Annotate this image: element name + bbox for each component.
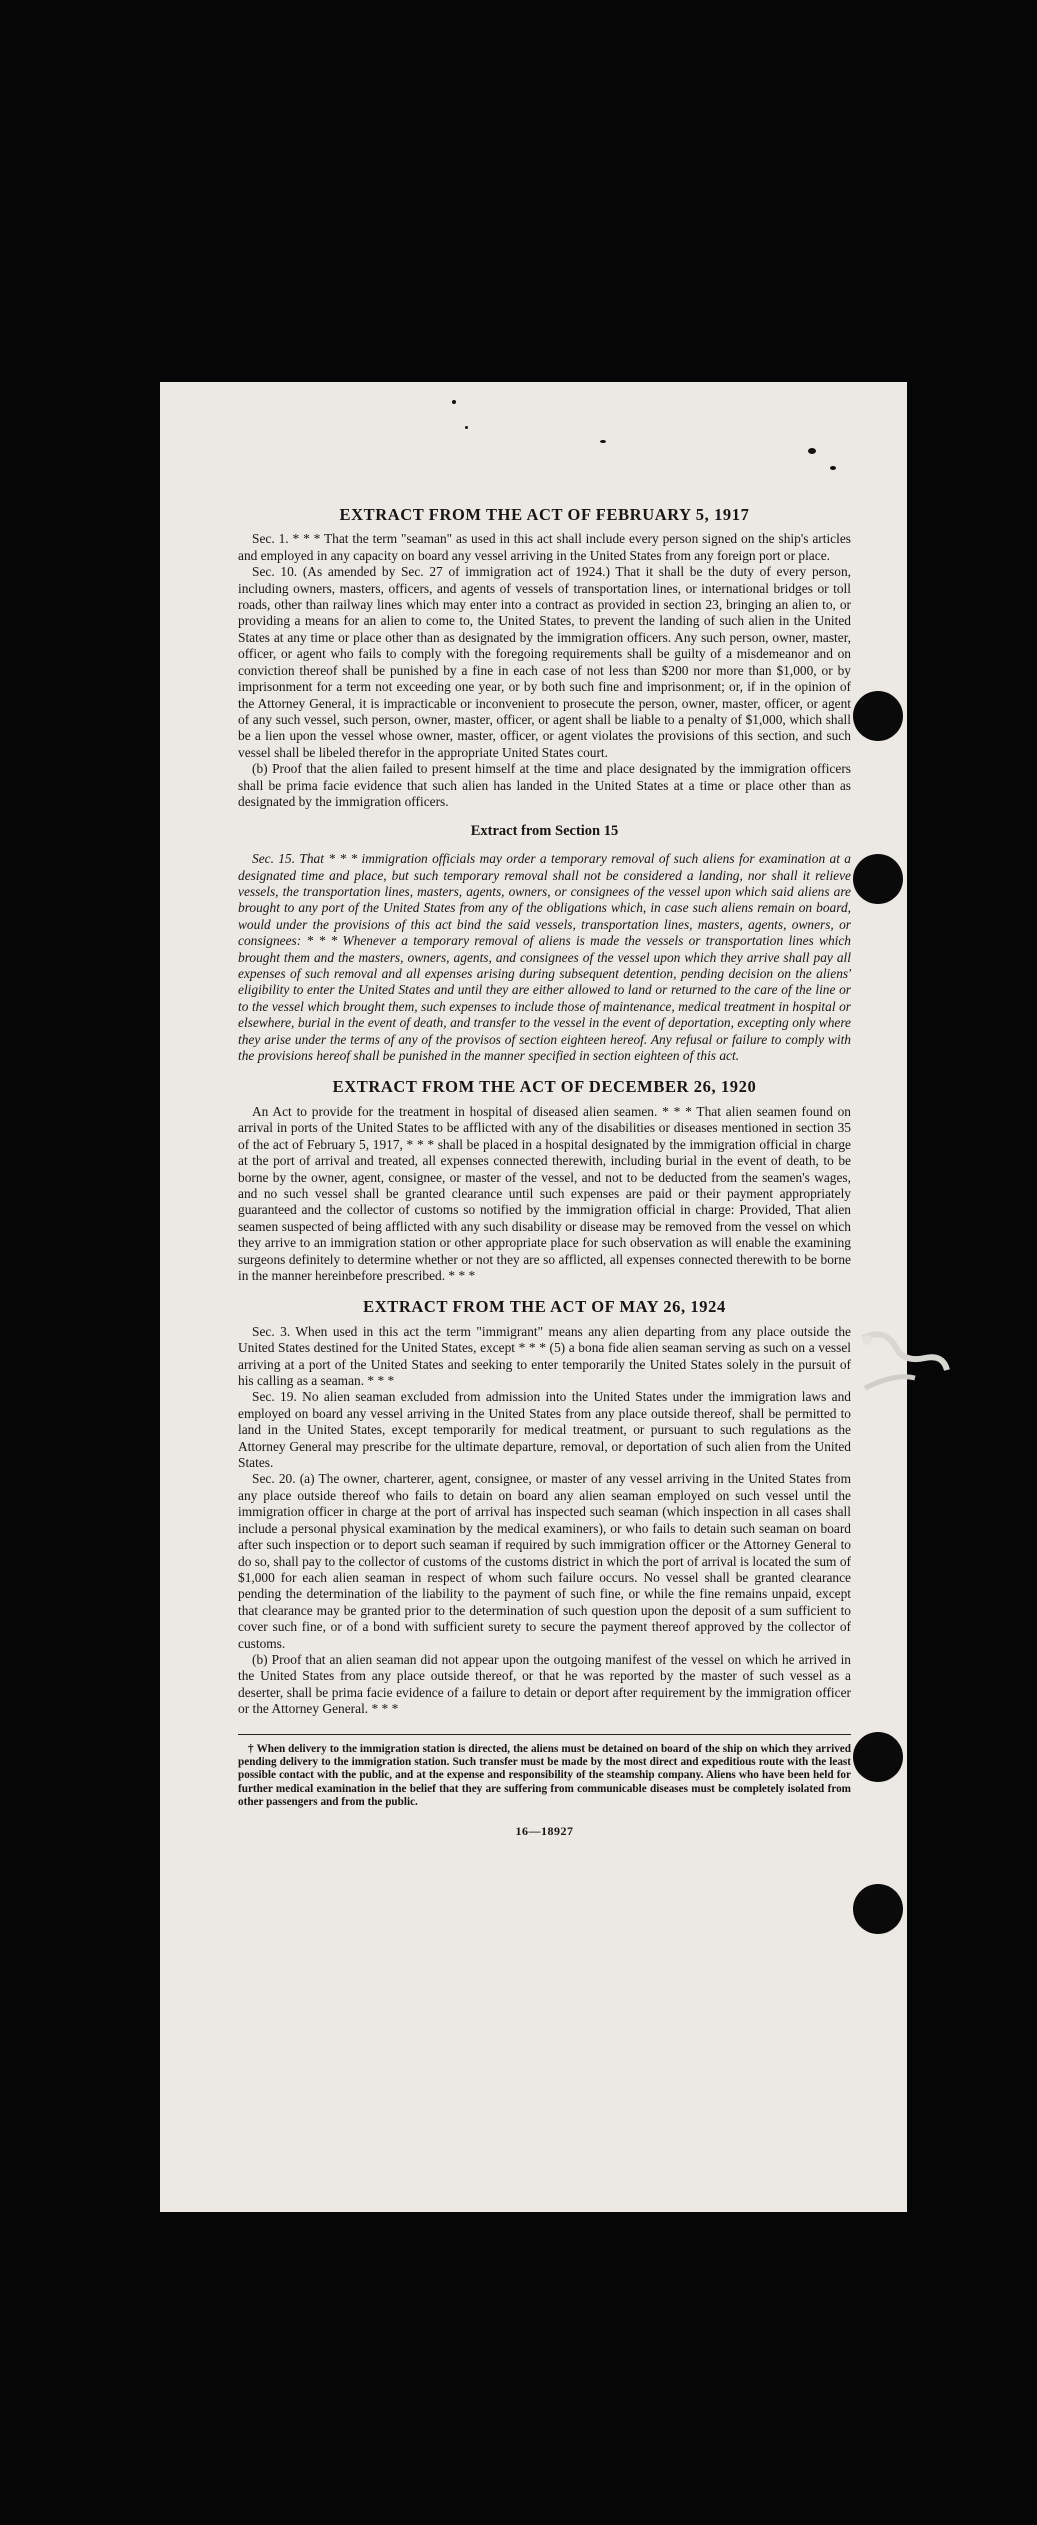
punch-hole xyxy=(853,854,903,904)
paragraph-sec-10-b: (b) Proof that the alien failed to present himself at the time and place designated by the immigration officers shall be prima facie evidence that such alien has landed in the United States at a time or place other than as designated by the immigration officers. xyxy=(238,761,851,809)
paragraph-sec-19: Sec. 19. No alien seaman excluded from admission into the United States under the immigration laws and employed on board any vessel arriving in the United States from any place outside thereof, shall be permitted to land in the United States, except temporarily for medical treatment, or pursuant to such regulations as the Attorney General may prescribe for the ultimate departure, removal, or deportation of such alien from the United States. xyxy=(238,1389,851,1471)
footnote-rule xyxy=(238,1734,851,1735)
clip-fragment xyxy=(855,1318,955,1408)
section-act-1924 xyxy=(238,1296,851,1717)
paragraph-act-1920: An Act to provide for the treatment in hospital of diseased alien seamen. * * * That alien seamen found on arrival in ports of the United States to be afflicted with any of the disabilities or diseases mentioned in section 35 of the act of February 5, 1917, * * * shall be placed in a hospital designated by the immigration official in charge at the port of arrival and treated, all expenses connected therewith, including burial in the event of death, to be borne by the owner, agent, consignee, or master of the vessel, and not to be deducted from the seamen's wages, and no such vessel shall be granted clearance until such expenses are paid or their payment appropriately guaranteed and the collector of customs so notified by the immigration official in charge: Provided, That alien seamen suspected of being afflicted with any such disability or disease may be removed from the vessel on which they arrive to an immigration station or other appropriate place for such observation as will enable the examining surgeons definitely to determine whether or not they are so afflicted, all expenses connected therewith to be borne in the manner hereinbefore prescribed. * * * xyxy=(238,1103,851,1283)
paragraph-sec-20-b: (b) Proof that an alien seaman did not appear upon the outgoing manifest of the vessel on which he arrived in the United States from any place outside thereof, or that he was reported by the master of such vessel as a deserter, shall be prima facie evidence of a failure to detain or deport after requirement by the immigration officer or the Attorney General. * * * xyxy=(238,1651,851,1717)
paper-speck xyxy=(808,448,816,454)
paper-speck xyxy=(830,466,836,470)
paragraph-sec-20-a: Sec. 20. (a) The owner, charterer, agent, consignee, or master of any vessel arriving in the United States from any place outside thereof who fails to detain on board any alien seaman employed on such vessel until the immigration officer in charge at the port of arrival has inspected such seaman (which inspection in all cases shall include a personal physical examination by the medical examiners), or who fails to detain such seaman on board after such inspection or to deport such seaman if required by such immigration officer or the Attorney General to do so, shall pay to the collector of customs of the customs district in which the port of arrival is located the sum of $1,000 for each alien seaman in respect of whom such failure occurs. No vessel shall be granted clearance pending the determination of the liability to the payment of such fine, or while the fine remains unpaid, except that clearance may be granted prior to the determination of such question upon the deposit of a sum sufficient to cover such fine, or of a bond with sufficient surety to secure the payment thereof approved by the collector of customs. xyxy=(238,1471,851,1651)
section-act-1920 xyxy=(238,1076,851,1284)
section-act-1917 xyxy=(238,504,851,810)
document-page xyxy=(160,382,907,2212)
heading-act-1924: EXTRACT FROM THE ACT OF MAY 26, 1924 xyxy=(363,1297,726,1317)
punch-hole xyxy=(853,1884,903,1934)
punch-hole xyxy=(853,691,903,741)
heading-act-1917: EXTRACT FROM THE ACT OF FEBRUARY 5, 1917 xyxy=(339,505,750,524)
heading-section-15: Extract from Section 15 xyxy=(470,823,619,840)
form-number: 16—18927 xyxy=(515,1823,574,1838)
section-15 xyxy=(238,822,851,1064)
paper-speck xyxy=(452,400,456,404)
footnote-text: † When delivery to the immigration station is directed, the aliens must be detained on board of the ship on which they arrived pending delivery to the immigration station. Such transfer must be made by the most direct and expeditious route with the least possible contact with the public, and at the expense and responsibility of the steamship company. Aliens who have been held for further medical examination in the belief that they are suffering from communicable diseases must be completely isolated from other passengers and from the public. xyxy=(238,1742,851,1809)
paper-speck xyxy=(600,440,606,443)
heading-act-1920: EXTRACT FROM THE ACT OF DECEMBER 26, 1920 xyxy=(332,1077,757,1097)
paragraph-sec-10: Sec. 10. (As amended by Sec. 27 of immigration act of 1924.) That it shall be the duty of every person, including owners, masters, officers, and agents of vessels of transportation lines, or international bridges or toll roads, other than railway lines which may enter into a contract as provided in section 23, bringing an alien to, or providing a means for an alien to come to, the United States, to prevent the landing of such alien in the United States at any time or place other than as designated by the immigration officers. Any such person, owner, master, officer, or agent who fails to comply with the foregoing requirements shall be guilty of a misdemeanor and on conviction thereof shall be punished by a fine in each case of not less than $200 nor more than $1,000, or by imprisonment for a term not exceeding one year, or by both such fine and imprisonment; or, if in the opinion of the Attorney General, it is impracticable or inconvenient to prosecute the person, owner, master, officer, or agent of any such vessel, such person, owner, master, officer, or agent shall be liable to a penalty of $1,000, which shall be a lien upon the vessel whose owner, master, officer, or agent violates the provisions of this section, and such vessel shall be libeled therefor in the appropriate United States court. xyxy=(238,564,851,760)
punch-hole xyxy=(853,1732,903,1782)
paper-speck xyxy=(465,426,468,429)
footnote xyxy=(238,1743,851,1810)
paragraph-sec-1: Sec. 1. * * * That the term "seaman" as used in this act shall include every person signed on the ship's articles and employed in any capacity on board any vessel arriving in the United States from any foreign port or place. xyxy=(238,531,851,563)
paragraph-sec-3: Sec. 3. When used in this act the term "immigrant" means any alien departing from any place outside the United States destined for the United States, except * * * (5) a bona fide alien seaman serving as such on a vessel arriving at a port of the United States and seeking to enter temporarily the United States solely in the pursuit of his calling as a seaman. * * * xyxy=(238,1323,851,1389)
paragraph-sec-15: Sec. 15. That * * * immigration officials may order a temporary removal of such aliens for examination at a designated time and place, but such temporary removal shall not be considered a landing, nor shall it relieve vessels, the transportation lines, masters, agents, owners, or consignees of the vessel upon which said aliens are brought to any port of the United States from any of the obligations which, in case such aliens remain on board, would under the provisions of this act bind the said vessels, transportation lines, masters, agents, owners, or consignees: * * * Whenever a temporary removal of aliens is made the vessels or transportation lines which brought them and the masters, owners, agents, and consignees of the vessel upon which they arrive shall pay all expenses of such removal and all expenses arising during subsequent detention, pending decision on the aliens' eligibility to enter the United States and until they are either allowed to land or returned to the care of the line or to the vessel which brought them, such expenses to include those of maintenance, medical treatment in hospital or elsewhere, burial in the event of death, and transfer to the vessel in the event of deportation, excepting only where they arise under the terms of any of the provisos of section eighteen hereof. Any refusal or failure to comply with the provisions hereof shall be punished in the manner specified in section eighteen of this act. xyxy=(238,851,851,1064)
